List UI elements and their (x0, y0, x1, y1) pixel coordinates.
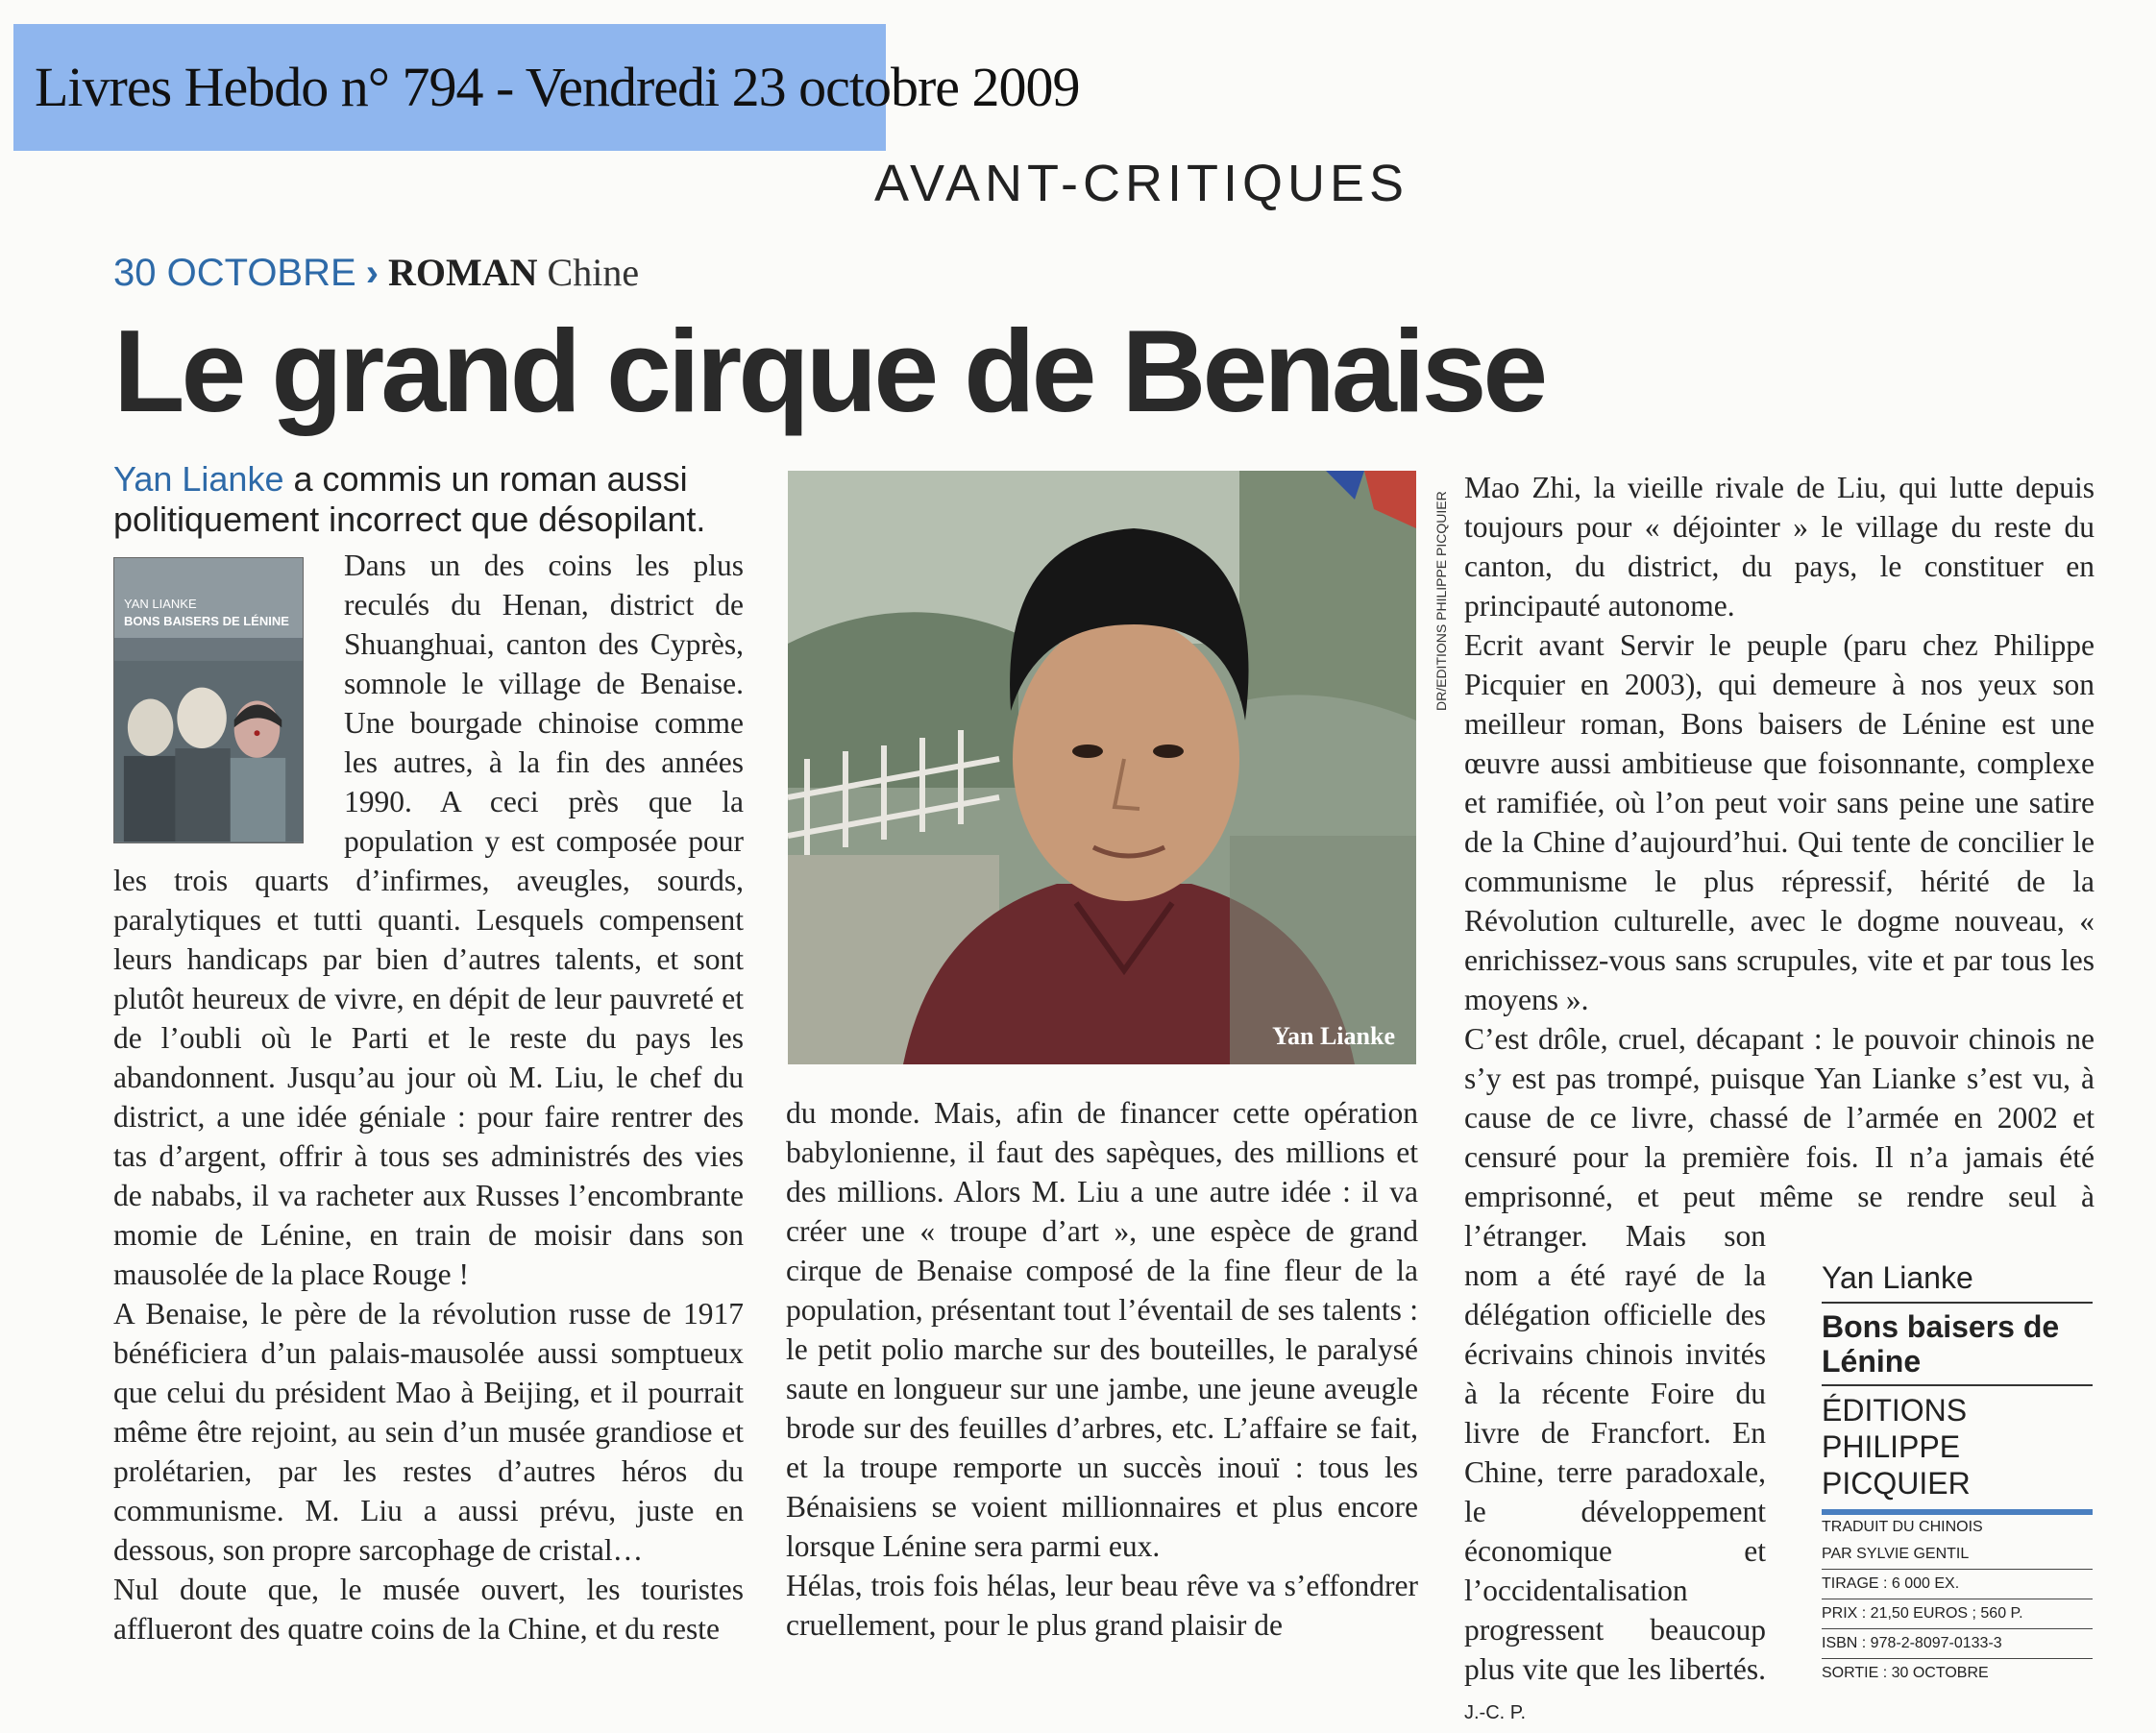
paragraph: du monde. Mais, afin de financer cette opération babylonienne, il faut des sapèques, des millions et des millions. Alors M. Liu a une autre idée : il va créer une « troupe d’art », une espèce de grand cirque de Benaise composé de la fine fleur de la population, présentant tout l’éventail de ses talents : le petit polio marche sur des bouteilles, le paralysé saute en longueur sur une jambe, une jeune aveugle brode sur des feuilles d’arbres, etc. L’affaire se fait, et la troupe remporte un succès inouï : tous les Bénaisiens se voient millionnaires et plus encore lorsque Lénine sera parmi eux. (786, 1096, 1418, 1563)
photo-credit-text: DR/EDITIONS PHILIPPE PICQUIER (1433, 491, 1449, 711)
book-cover-image (113, 557, 304, 843)
deck (113, 459, 728, 540)
paragraph: A Benaise, le père de la révolution russe de 1917 bénéficiera d’un palais-mausolée aussi somptueux que celui du président Mao à Beijing, et il pourrait même être rejoint, au sein d’un musée grandiose et prolétarien, par les restes d’autres héros du communisme. M. Liu a aussi prévu, juste en dessous, son propre sarcophage de cristal… (113, 1297, 744, 1567)
paragraph: Nul doute que, le musée ouvert, les touristes afflueront des quatre coins de la Chine, et du reste (113, 1573, 744, 1646)
paragraph: Mao Zhi, la vieille rivale de Liu, qui lutte depuis toujours pour « déjointer » le village du reste du canton, du district, du pays, le constituer en principauté autonome. (1464, 471, 2095, 622)
author-photo (788, 471, 1416, 1064)
paragraph: Dans un des coins les plus reculés du Henan, district de Shuanghuai, canton des Cyprès, somnole le village de Benaise. Une bourgade chinoise comme les autres, à la fin des années 1990. A ceci près que la population y est composée pour les trois quarts d’infirmes, aveugles, sourds, paralytiques et tutti quanti. Lesquels compensent leurs handicaps par bien d’autres talents, et sont plutôt heureux de vivre, en dépit de leur pauvreté et de l’oubli où le Parti et le reste du pays les abandonnent. Jusqu’au jour où M. Liu, le chef du district, a une idée géniale : pour faire rentrer des tas d’argent, offrir à tous ses administrés des vies de nababs, il va racheter aux Russes l’encombrante momie de Lénine, en train de moisir dans son mausolée de la place Rouge ! (113, 549, 744, 1291)
publication-banner: Livres Hebdo n° 794 - Vendredi 23 octobre 2009 (13, 24, 886, 151)
article-column-2 (786, 1093, 1418, 1645)
paragraph: Ecrit avant Servir le peuple (paru chez Philippe Picquier en 2003), qui demeure à nos yeux son meilleur roman, Bons baisers de Lénine est une œuvre aussi ambitieuse que foisonnante, complexe et ramifiée, où l’on peut voir sans peine une satire de la Chine d’aujourd’hui. Qui tente de concilier le communisme le plus répressif, hérité de la Révolution culturelle, avec le dogme nouveau, « enrichissez-vous sans scrupules, vite et par tous les moyens ». (1464, 628, 2095, 1016)
sidebar-tirage: TIRAGE : 6 000 EX. (1822, 1570, 2093, 1599)
headline: Le grand cirque de Benaise (113, 305, 1545, 436)
sidebar-author: Yan Lianke (1822, 1260, 2093, 1304)
photo-caption: Yan Lianke (1272, 1022, 1395, 1050)
sidebar-publisher: ÉDITIONS PHILIPPE PICQUIER (1822, 1386, 2093, 1515)
sidebar-translated: TRADUIT DU CHINOIS (1822, 1519, 1983, 1535)
deck-author: Yan Lianke (113, 459, 284, 499)
sidebar-isbn: ISBN : 978-2-8097-0133-3 (1822, 1629, 2093, 1659)
cover-figures-illustration (114, 660, 303, 842)
country-label: Chine (547, 251, 640, 294)
sidebar-sortie: SORTIE : 30 OCTOBRE (1822, 1665, 1989, 1681)
paragraph-text: C’est drôle, cruel, décapant : le pouvoir chinois ne s’y est pas trompé, puisque Yan Lianke s’est vu, à cause de ce livre, chassé de l’armée en 2002 et censuré pour la première fois. Il n’a jamais été emprisonné, et peut même se rendre seul à l’étranger. Mais son nom a été rayé de la délégation officielle des écrivains chinois invités à la récente Foire du livre de Francfort. En Chine, terre paradoxale, le développement économique et l’occidentalisation progressent beaucoup plus vite que les libertés. (1464, 1022, 2095, 1686)
section-title: AVANT-CRITIQUES (874, 155, 1409, 212)
author-signature: J.-C. P. (1464, 1702, 1527, 1723)
sidebar-translator: PAR SYLVIE GENTIL (1822, 1540, 2093, 1570)
book-info-sidebar (1822, 1260, 2093, 1688)
kicker (113, 250, 639, 295)
sidebar-title: Bons baisers de Lénine (1822, 1304, 2093, 1386)
cover-title: BONS BAISERS DE LÉNINE (124, 614, 289, 628)
cover-author: YAN LIANKE (124, 597, 197, 611)
release-date: 30 OCTOBRE (113, 252, 356, 294)
genre-label: ROMAN (388, 251, 538, 294)
deck-text: a commis un roman aussi politiquement incorrect que désopilant. (113, 459, 706, 539)
paragraph: Hélas, trois fois hélas, leur beau rêve va s’effondrer cruellement, pour le plus grand plaisir de (786, 1569, 1418, 1642)
chevron-right-icon: › (365, 252, 380, 294)
author-portrait-illustration (788, 471, 1416, 1064)
sidebar-prix: PRIX : 21,50 EUROS ; 560 P. (1822, 1599, 2093, 1629)
